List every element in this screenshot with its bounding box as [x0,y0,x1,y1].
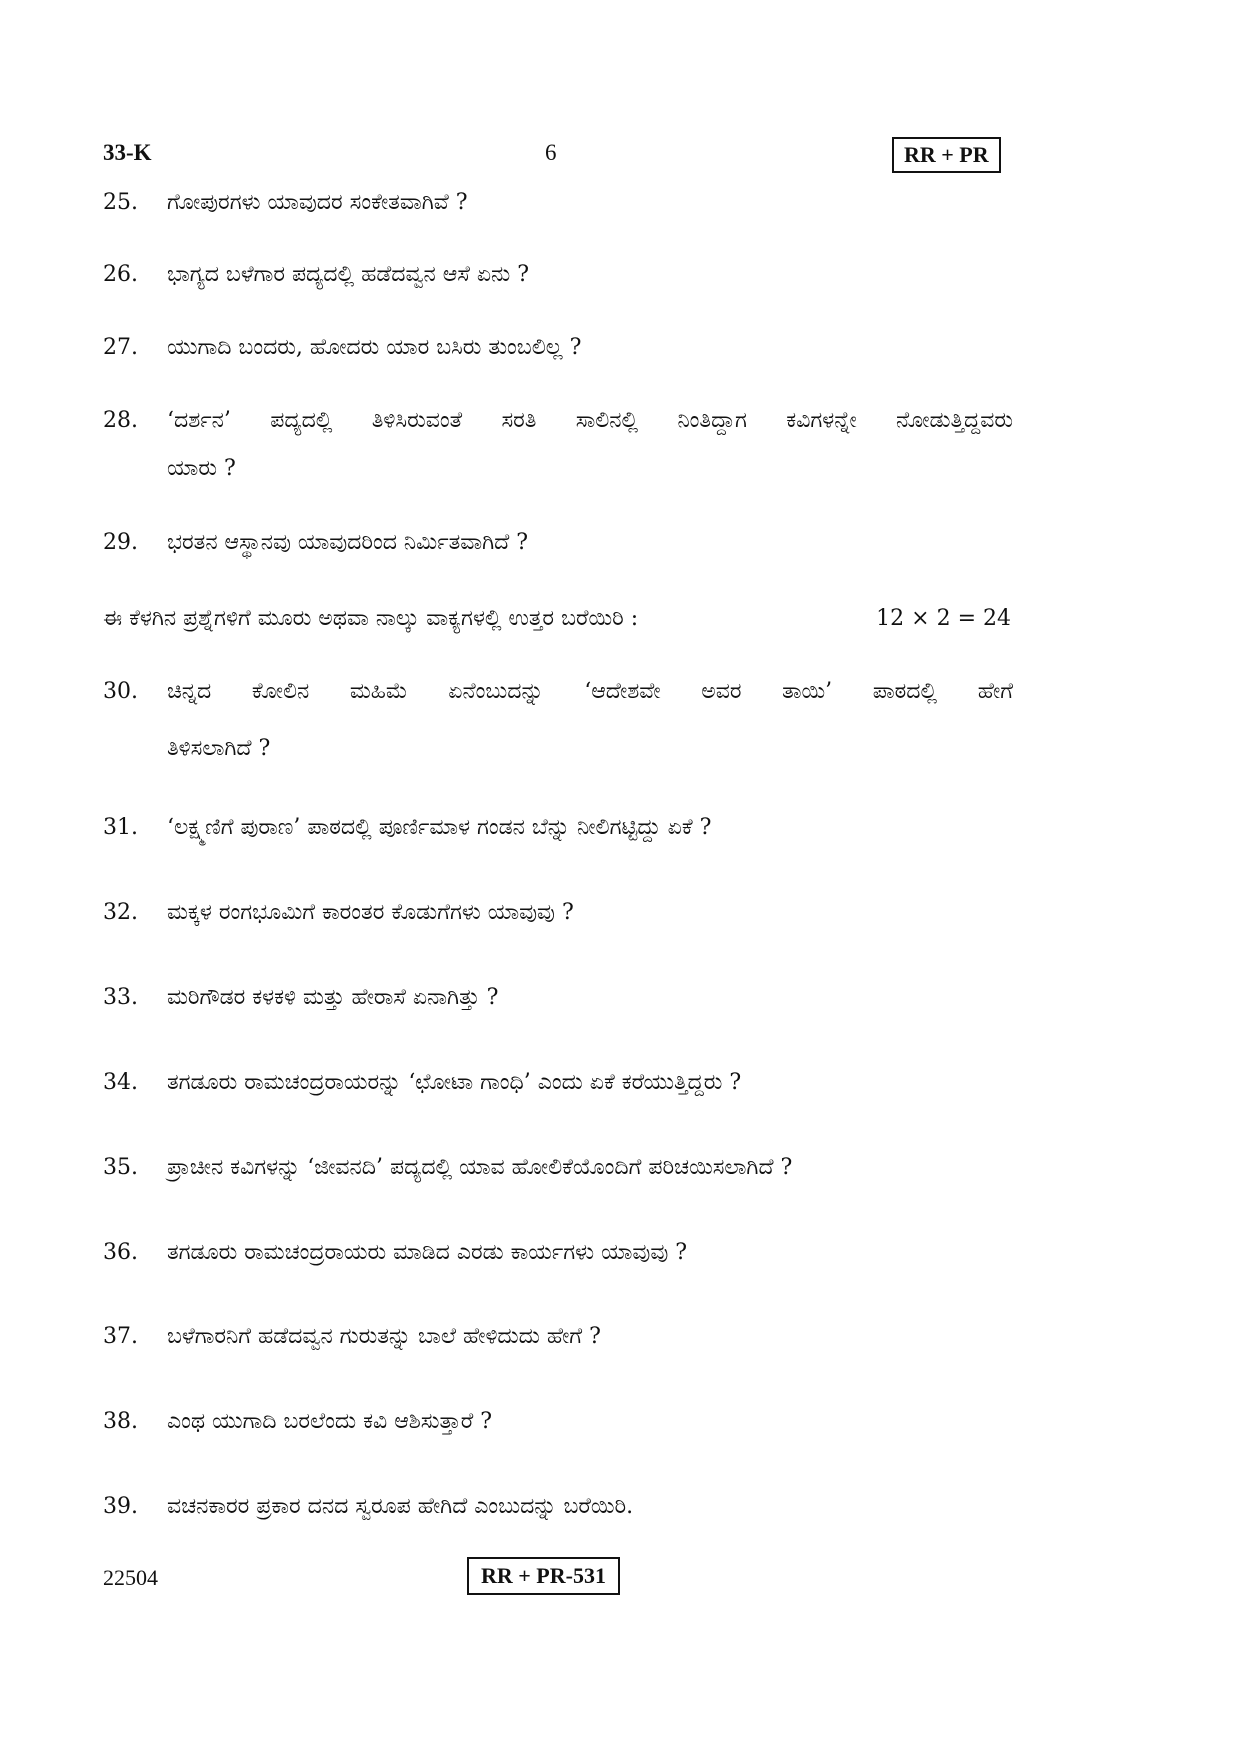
question-text: ಮಕ್ಕಳ ರಂಗಭೂಮಿಗೆ ಕಾರಂತರ ಕೊಡುಗೆಗಳು ಯಾವುವು ? [167,900,574,925]
question-text: ಎಂಥ ಯುಗಾದಿ ಬರಲೆಂದು ಕವಿ ಆಶಿಸುತ್ತಾರೆ ? [167,1409,493,1434]
header-badge: RR + PR [892,137,1001,173]
question-text: ವಚನಕಾರರ ಪ್ರಕಾರ ದನದ ಸ್ವರೂಪ ಹೇಗಿದೆ ಎಂಬುದನ್ನು ಬರೆಯಿರಿ. [167,1494,634,1519]
footer-badge: RR + PR-531 [467,1557,620,1595]
instruction-text: ಈ ಕೆಳಗಿನ ಪ್ರಶ್ನೆಗಳಿಗೆ ಮೂರು ಅಥವಾ ನಾಲ್ಕು ವಾಕ್ಯಗಳಲ್ಲಿ ಉತ್ತರ ಬರೆಯಿರಿ : [103,606,639,631]
page-number: 6 [545,140,557,165]
question-text: ಭಾಗ್ಯದ ಬಳೆಗಾರ ಪದ್ಯದಲ್ಲಿ ಹಡೆದವ್ವನ ಆಸೆ ಏನು ? [167,262,530,287]
section-instruction [103,604,1013,634]
question-text: ‘ದರ್ಶನ’ ಪದ್ಯದಲ್ಲಿ ತಿಳಿಸಿರುವಂತೆ ಸರತಿ ಸಾಲಿನಲ್ಲಿ ನಿಂತಿದ್ದಾಗ ಕವಿಗಳನ್ನೇ ನೋಡುತ್ತಿದ್ದವರು [167,408,1013,433]
question-number: 31. [103,815,138,840]
question-number: 35. [103,1155,138,1180]
question-text: ‘ಲಕ್ಷ್ಮಣಿಗೆ ಪುರಾಣ’ ಪಾಠದಲ್ಲಿ ಪೂರ್ಣಿಮಾಳ ಗಂಡನ ಬೆನ್ನು ನೀಲಿಗಟ್ಟಿದ್ದು ಏಕೆ ? [167,815,712,840]
question-number: 34. [103,1070,138,1095]
question-text: ತಗಡೂರು ರಾಮಚಂದ್ರರಾಯರು ಮಾಡಿದ ಎರಡು ಕಾರ್ಯಗಳು ಯಾವುವು ? [167,1240,688,1265]
question-text: ಮರಿಗೌಡರ ಕಳಕಳಿ ಮತ್ತು ಹೇರಾಸೆ ಏನಾಗಿತ್ತು ? [167,985,499,1010]
question-text: ಗೋಪುರಗಳು ಯಾವುದರ ಸಂಕೇತವಾಗಿವೆ ? [167,190,468,215]
question-text-continued: ತಿಳಿಸಲಾಗಿದೆ ? [167,736,271,761]
question-text: ಪ್ರಾಚೀನ ಕವಿಗಳನ್ನು ‘ಜೀವನದಿ’ ಪದ್ಯದಲ್ಲಿ ಯಾವ ಹೋಲಿಕೆಯೊಂದಿಗೆ ಪರಿಚಯಿಸಲಾಗಿದೆ ? [167,1155,793,1180]
question-number: 39. [103,1494,138,1519]
question-number: 36. [103,1240,138,1265]
paper-code: 33-K [103,140,152,165]
question-number: 27. [103,335,138,360]
question-number: 25. [103,190,138,215]
question-text: ಬಳೆಗಾರನಿಗೆ ಹಡೆದವ್ವನ ಗುರುತನ್ನು ಬಾಲೆ ಹೇಳಿದುದು ಹೇಗೆ ? [167,1324,601,1349]
marks-allocation: 12 × 2 = 24 [876,606,1011,631]
question-number: 26. [103,262,138,287]
question-text: ಚಿನ್ನದ ಕೋಲಿನ ಮಹಿಮೆ ಏನೆಂಬುದನ್ನು ‘ಆದೇಶವೇ ಅವರ ತಾಯಿ’ ಪಾಠದಲ್ಲಿ ಹೇಗೆ [167,679,1013,704]
question-number: 28. [103,408,138,433]
question-text: ಭರತನ ಆಸ್ಥಾನವು ಯಾವುದರಿಂದ ನಿರ್ಮಿತವಾಗಿದೆ ? [167,530,529,555]
question-number: 30. [103,679,138,704]
question-text: ಯುಗಾದಿ ಬಂದರು, ಹೋದರು ಯಾರ ಬಸಿರು ತುಂಬಲಿಲ್ಲ ? [167,335,582,360]
question-text: ತಗಡೂರು ರಾಮಚಂದ್ರರಾಯರನ್ನು ‘ಛೋಟಾ ಗಾಂಧಿ’ ಎಂದು ಏಕೆ ಕರೆಯುತ್ತಿದ್ದರು ? [167,1070,742,1095]
question-number: 33. [103,985,138,1010]
question-number: 38. [103,1409,138,1434]
footer-code: 22504 [103,1565,158,1590]
question-text-continued: ಯಾರು ? [167,456,236,481]
question-number: 32. [103,900,138,925]
question-number: 29. [103,530,138,555]
question-number: 37. [103,1324,138,1349]
